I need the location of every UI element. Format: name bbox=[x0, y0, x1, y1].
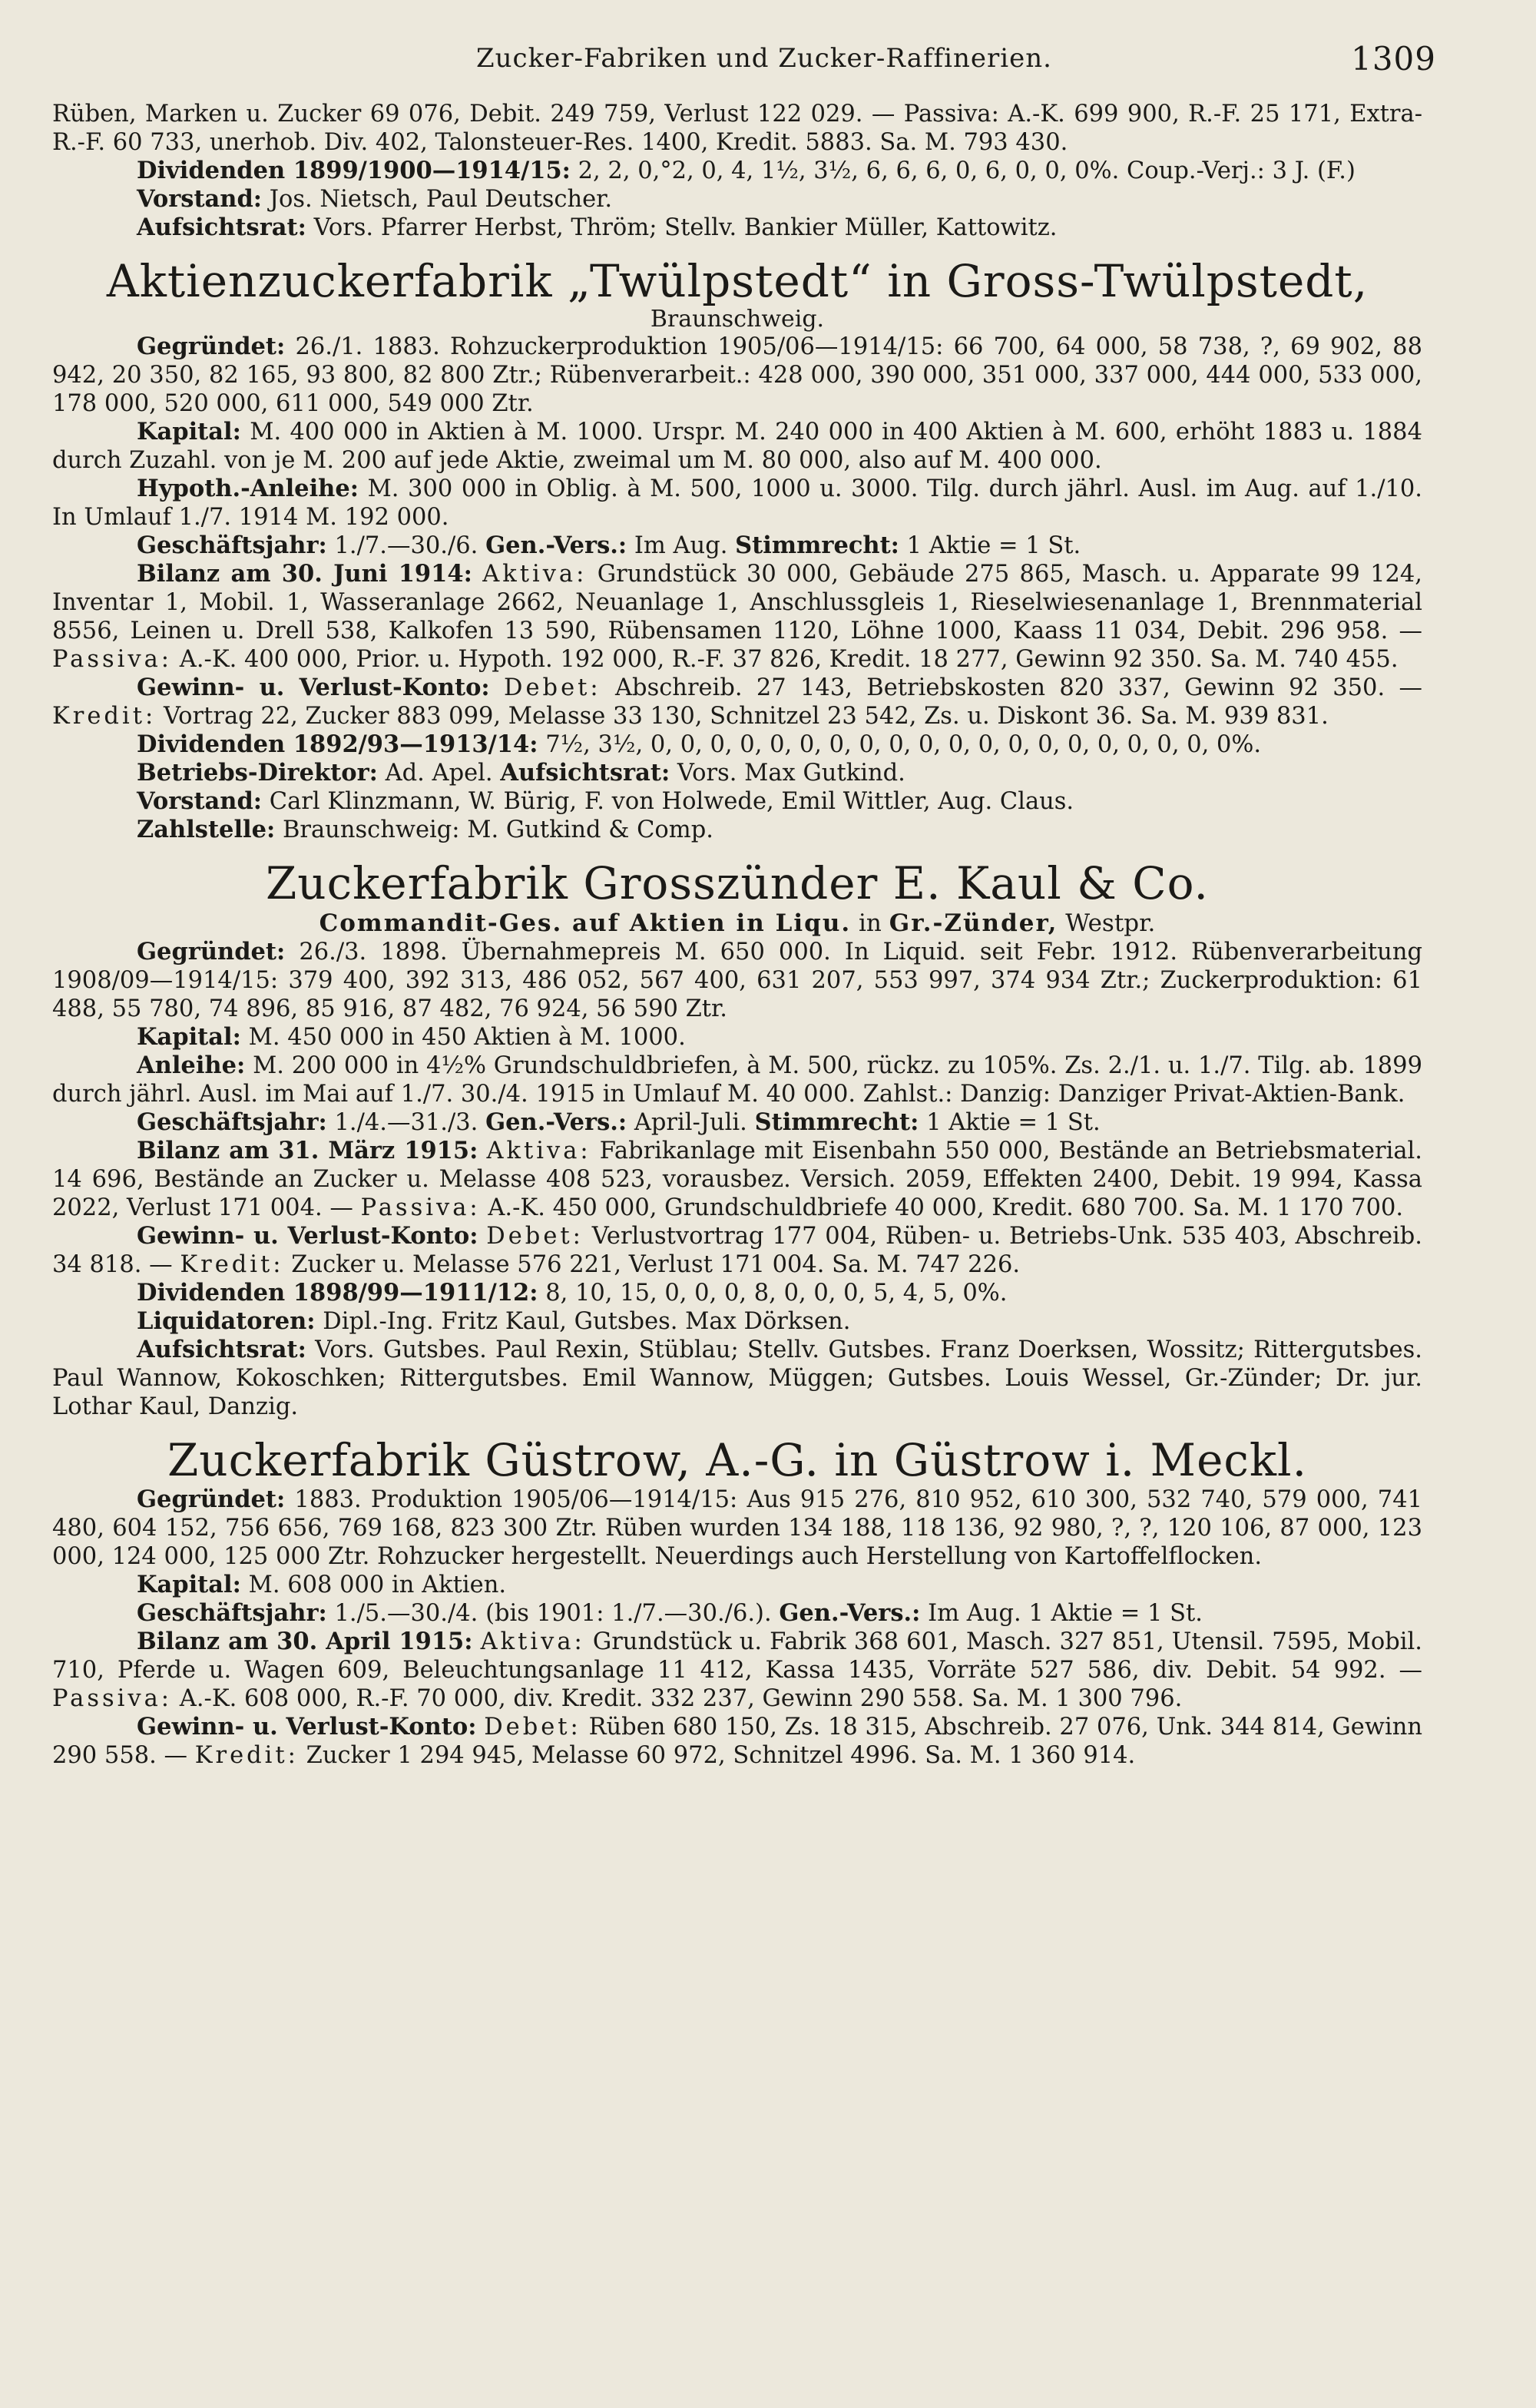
gegruendet-text: 26./3. 1898. Übernahmepreis M. 650 000. In Liquid. seit Febr. 1912. Rübenverarbeitung 1908/09—1914/15: 379 400, 392 313, 486 052, 567 400, 631 207, 553 997, 374 934 Ztr.; Zuckerproduktion: 61 488, 55 780, 74 896, 85 916, 87 482, 76 924, 56 590 Ztr. bbox=[52, 939, 1422, 1022]
gj-text: 1./7.—30./6. bbox=[334, 532, 478, 559]
gegruendet-label: Gegründet: bbox=[137, 938, 286, 966]
liquidatoren-text: Dipl.-Ing. Fritz Kaul, Gutsbes. Max Dörksen. bbox=[323, 1308, 851, 1335]
geschaeftsjahr-line bbox=[52, 532, 1422, 560]
vorstand-text: Carl Klinzmann, W. Bürig, F. von Holwede, Emil Wittler, Aug. Claus. bbox=[269, 788, 1074, 815]
genvers-label: Gen.-Vers.: bbox=[485, 532, 627, 559]
bilanz-label: Bilanz am 30. April 1915: bbox=[137, 1628, 473, 1655]
subtitle-region: Westpr. bbox=[1065, 909, 1156, 937]
kredit-word: Kredit: bbox=[52, 703, 157, 730]
debet-word: Debet: bbox=[486, 1223, 584, 1250]
gj-label: Geschäftsjahr: bbox=[137, 1108, 327, 1136]
kredit-word: Kredit: bbox=[194, 1742, 299, 1769]
page-number: 1309 bbox=[1351, 40, 1436, 78]
anleihe-label: Anleihe: bbox=[137, 1052, 246, 1079]
stimm-label: Stimmrecht: bbox=[735, 532, 899, 559]
bilanz-aktiva: Fabrikanlage mit Eisenbahn 550 000, Bestände an Betriebsmaterial. 14 696, Bestände an Zucker u. Melasse 408 523, vorausbez. Versich. 2059, Effekten 2400, Debit. 19 994, Kassa 2022, Verlust 171 004. — bbox=[52, 1138, 1423, 1221]
guv-line bbox=[52, 1222, 1422, 1279]
debet-word: Debet: bbox=[484, 1714, 581, 1741]
aufsichtsrat-text: Vors. Pfarrer Herbst, Thröm; Stellv. Bankier Müller, Kattowitz. bbox=[313, 214, 1058, 241]
aufsichtsrat-label: Aufsichtsrat: bbox=[137, 1336, 306, 1363]
gegruendet-text: 1883. Produktion 1905/06—1914/15: Aus 915 276, 810 952, 610 300, 532 740, 579 000, 741 480, 604 152, 756 656, 769 168, 823 300 Ztr. Rüben wurden 134 188, 118 136, 92 980, ?, ?, 120 106, 87 000, 123 000, 124 000, 125 000 Ztr. Rohzucker hergestellt. Neuerdings auch Herstellung von Kartoffelflocken. bbox=[52, 1486, 1423, 1570]
kapital-text: M. 608 000 in Aktien. bbox=[248, 1572, 507, 1598]
anleihe-text: M. 300 000 in Oblig. à M. 500, 1000 u. 3000. Tilg. durch jährl. Ausl. im Aug. auf 1./10. In Umlauf 1./7. 1914 M. 192 000. bbox=[52, 475, 1422, 531]
gegruendet-label: Gegründet: bbox=[137, 1486, 286, 1513]
kapital-label: Kapital: bbox=[137, 1571, 241, 1598]
vorstand-text: Jos. Nietsch, Paul Deutscher. bbox=[269, 186, 613, 213]
kapital-text: M. 400 000 in Aktien à M. 1000. Urspr. M. 240 000 in 400 Aktien à M. 600, erhöht 1883 u. 1884 durch Zuzahl. von je M. 200 auf jede Aktie, zweimal um M. 80 000, also auf M. 400 000. bbox=[52, 419, 1422, 474]
passiva-continued: Rüben, Marken u. Zucker 69 076, Debit. 249 759, Verlust 122 029. — Passiva: A.-K. 699 900, R.-F. 25 171, Extra-R.-F. 60 733, unerhob. Div. 402, Talonsteuer-Res. 1400, Kredit. 5883. Sa. M. 793 430. bbox=[52, 101, 1422, 156]
aktiva-word: Aktiva: bbox=[482, 561, 588, 588]
dividenden-line bbox=[52, 1279, 1422, 1307]
aktiva-word: Aktiva: bbox=[486, 1138, 591, 1164]
stimm-label: Stimmrecht: bbox=[754, 1108, 919, 1136]
guv-kredit: Vortrag 22, Zucker 883 099, Melasse 33 130, Schnitzel 23 542, Zs. u. Diskont 36. Sa. M. 939 831. bbox=[163, 703, 1329, 730]
direktor-line bbox=[52, 759, 1422, 787]
kapital-text: M. 450 000 in 450 Aktien à M. 1000. bbox=[248, 1024, 686, 1051]
anleihe-text: M. 200 000 in 4½% Grundschuldbriefen, à M. 500, rückz. zu 105%. Zs. 2./1. u. 1./7. Tilg. ab. 1899 durch jährl. Ausl. im Mai auf 1./7. 30./4. 1915 in Umlauf M. 40 000. Zahlst.: Danzig: Danziger Privat-Aktien-Bank. bbox=[52, 1052, 1422, 1108]
gj-label: Geschäftsjahr: bbox=[137, 532, 327, 559]
dividenden-line bbox=[52, 157, 1422, 185]
bilanz-aktiva: Grundstück u. Fabrik 368 601, Masch. 327 851, Utensil. 7595, Mobil. 710, Pferde u. Wagen 609, Beleuchtungsanlage 11 412, Kassa 1435, Vorräte 527 586, div. Debit. 54 992. — bbox=[52, 1628, 1422, 1684]
dividenden-text: 8, 10, 15, 0, 0, 0, 8, 0, 0, 0, 5, 4, 5, 0%. bbox=[545, 1280, 1008, 1307]
aufsichtsrat-line bbox=[52, 1336, 1422, 1421]
running-title: Zucker-Fabriken und Zucker-Raffinerien. bbox=[476, 43, 1052, 74]
genvers-label: Gen.-Vers.: bbox=[779, 1599, 921, 1627]
guv-label: Gewinn- u. Verlust-Konto: bbox=[137, 674, 490, 701]
bilanz-line bbox=[52, 1137, 1422, 1222]
bilanz-label: Bilanz am 31. März 1915: bbox=[137, 1137, 478, 1164]
anleihe-label: Hypoth.-Anleihe: bbox=[137, 475, 359, 502]
entry-location: Braunschweig. bbox=[650, 306, 825, 333]
dividenden-label: Dividenden 1899/1900—1914/15: bbox=[137, 157, 571, 184]
entry-subtitle bbox=[52, 909, 1422, 938]
entry-heading: Zuckerfabrik Güstrow, A.-G. in Güstrow i. Meckl. bbox=[167, 1434, 1308, 1486]
bilanz-label: Bilanz am 30. Juni 1914: bbox=[137, 560, 472, 588]
aufsichtsrat-text: Vors. Gutsbes. Paul Rexin, Stüblau; Stellv. Gutsbes. Franz Doerksen, Wossitz; Rittergutsbes. Paul Wannow, Kokoschken; Rittergutsbes. Emil Wannow, Müggen; Gutsbes. Louis Wessel, Gr.-Zünder; Dr. jur. Lothar Kaul, Danzig. bbox=[52, 1336, 1422, 1420]
gegruendet-line bbox=[52, 1486, 1422, 1571]
bilanz-passiva: A.-K. 450 000, Grundschuldbriefe 40 000, Kredit. 680 700. Sa. M. 1 170 700. bbox=[488, 1194, 1404, 1221]
guv-label: Gewinn- u. Verlust-Konto: bbox=[137, 1713, 477, 1741]
anleihe-line bbox=[52, 1052, 1422, 1108]
running-header bbox=[92, 34, 1436, 80]
bilanz-aktiva: Grundstück 30 000, Gebäude 275 865, Masch. u. Apparate 99 124, Inventar 1, Mobil. 1, Wasseranlage 2662, Neuanlage 1, Anschlussgleis 1, Rieselwiesenanlage 1, Brennmaterial 8556, Leinen u. Drell 538, Kalkofen 13 590, Rübensamen 1120, Löhne 1000, Kaass 11 034, Debit. 296 958. — bbox=[52, 561, 1422, 644]
vorstand-line bbox=[52, 185, 1422, 214]
vorstand-label: Vorstand: bbox=[137, 185, 263, 213]
dividenden-text: 7½, 3½, 0, 0, 0, 0, 0, 0, 0, 0, 0, 0, 0, 0, 0, 0, 0, 0, 0, 0, 0, 0%. bbox=[545, 731, 1262, 758]
zahlstelle-line bbox=[52, 816, 1422, 844]
bilanz-passiva: A.-K. 608 000, R.-F. 70 000, div. Kredit. 332 237, Gewinn 290 558. Sa. M. 1 300 796. bbox=[179, 1685, 1183, 1712]
direktor-text: Ad. Apel. bbox=[385, 760, 493, 787]
debet-word: Debet: bbox=[504, 674, 601, 701]
genvers-text: Im Aug. 1 Aktie = 1 St. bbox=[928, 1600, 1203, 1627]
genvers-text: Im Aug. bbox=[634, 532, 728, 559]
kapital-label: Kapital: bbox=[137, 1023, 241, 1051]
page-body bbox=[52, 100, 1422, 1770]
entry-previous-continued bbox=[52, 100, 1422, 242]
entry-heading: Aktienzuckerfabrik „Twülpstedt“ in Gross-Twülpstedt, bbox=[106, 255, 1369, 307]
guv-debet: Abschreib. 27 143, Betriebskosten 820 337, Gewinn 92 350. — bbox=[615, 674, 1422, 701]
passiva-word: Passiva: bbox=[52, 646, 173, 673]
kapital-line bbox=[52, 1571, 1422, 1599]
aufsichtsrat-line bbox=[52, 214, 1422, 242]
subtitle-in: in bbox=[859, 909, 882, 937]
guv-line bbox=[52, 674, 1422, 730]
anleihe-line bbox=[52, 475, 1422, 532]
gj-label: Geschäftsjahr: bbox=[137, 1599, 327, 1627]
vorstand-line bbox=[52, 787, 1422, 816]
stimm-text: 1 Aktie = 1 St. bbox=[906, 532, 1081, 559]
subtitle-company-form: Commandit-Ges. auf Aktien in Liqu. bbox=[319, 909, 852, 937]
aufsichtsrat-label: Aufsichtsrat: bbox=[137, 214, 306, 241]
dividenden-label: Dividenden 1898/99—1911/12: bbox=[137, 1279, 538, 1307]
zahlstelle-text: Braunschweig: M. Gutkind & Comp. bbox=[283, 816, 713, 843]
dividenden-line bbox=[52, 730, 1422, 759]
guv-debet: Rüben 680 150, Zs. 18 315, Abschreib. 27 076, Unk. 344 814, Gewinn 290 558. — bbox=[52, 1714, 1422, 1769]
gj-text: 1./4.—31./3. bbox=[334, 1109, 478, 1136]
gegruendet-line bbox=[52, 938, 1422, 1023]
kapital-line bbox=[52, 418, 1422, 475]
guv-kredit: Zucker 1 294 945, Melasse 60 972, Schnitzel 4996. Sa. M. 1 360 914. bbox=[306, 1742, 1136, 1769]
entry-twuelpstedt bbox=[52, 256, 1422, 844]
kapital-line bbox=[52, 1023, 1422, 1052]
stimm-text: 1 Aktie = 1 St. bbox=[926, 1109, 1101, 1136]
entry-grosszuender bbox=[52, 858, 1422, 1421]
guv-kredit: Zucker u. Melasse 576 221, Verlust 171 004. Sa. M. 747 226. bbox=[291, 1251, 1021, 1278]
gegruendet-text: 26./1. 1883. Rohzuckerproduktion 1905/06—1914/15: 66 700, 64 000, 58 738, ?, 69 902, 88 942, 20 350, 82 165, 93 800, 82 800 Ztr.; Rübenverarbeit.: 428 000, 390 000, 351 000, 337 000, 444 000, 533 000, 178 000, 520 000, 611 000, 549 000 Ztr. bbox=[52, 333, 1422, 417]
dividenden-text: 2, 2, 0,°2, 0, 4, 1½, 3½, 6, 6, 6, 0, 6, 0, 0, 0%. Coup.-Verj.: 3 J. (F.) bbox=[578, 157, 1356, 184]
zahlstelle-label: Zahlstelle: bbox=[137, 816, 276, 843]
dividenden-label: Dividenden 1892/93—1913/14: bbox=[137, 730, 538, 758]
genvers-text: April-Juli. bbox=[634, 1109, 747, 1136]
direktor-label: Betriebs-Direktor: bbox=[137, 759, 378, 787]
guv-label: Gewinn- u. Verlust-Konto: bbox=[137, 1222, 478, 1250]
entry-guestrow bbox=[52, 1435, 1422, 1770]
bilanz-passiva: A.-K. 400 000, Prior. u. Hypoth. 192 000, R.-F. 37 826, Kredit. 18 277, Gewinn 92 350. Sa. M. 740 455. bbox=[179, 646, 1399, 673]
bilanz-line bbox=[52, 1628, 1422, 1713]
geschaeftsjahr-line bbox=[52, 1599, 1422, 1628]
subtitle-place: Gr.-Zünder, bbox=[889, 909, 1058, 937]
liquidatoren-line bbox=[52, 1307, 1422, 1336]
kapital-label: Kapital: bbox=[137, 418, 241, 445]
liquidatoren-label: Liquidatoren: bbox=[137, 1307, 316, 1335]
gegruendet-line bbox=[52, 333, 1422, 418]
guv-debet: Verlustvortrag 177 004, Rüben- u. Betriebs-Unk. 535 403, Abschreib. 34 818. — bbox=[52, 1223, 1422, 1278]
passiva-word: Passiva: bbox=[52, 1685, 173, 1712]
genvers-label: Gen.-Vers.: bbox=[485, 1108, 627, 1136]
entry-heading: Zuckerfabrik Grosszünder E. Kaul & Co. bbox=[266, 857, 1209, 909]
guv-line bbox=[52, 1713, 1422, 1770]
gj-text: 1./5.—30./4. (bis 1901: 1./7.—30./6.). bbox=[334, 1600, 772, 1627]
vorstand-label: Vorstand: bbox=[137, 787, 263, 815]
aufsichtsrat-text: Vors. Max Gutkind. bbox=[677, 760, 905, 787]
aufsichtsrat-label: Aufsichtsrat: bbox=[500, 759, 670, 787]
geschaeftsjahr-line bbox=[52, 1108, 1422, 1137]
passiva-word: Passiva: bbox=[360, 1194, 481, 1221]
gegruendet-label: Gegründet: bbox=[137, 333, 286, 360]
aktiva-word: Aktiva: bbox=[480, 1628, 585, 1655]
bilanz-line bbox=[52, 560, 1422, 674]
kredit-word: Kredit: bbox=[180, 1251, 284, 1278]
